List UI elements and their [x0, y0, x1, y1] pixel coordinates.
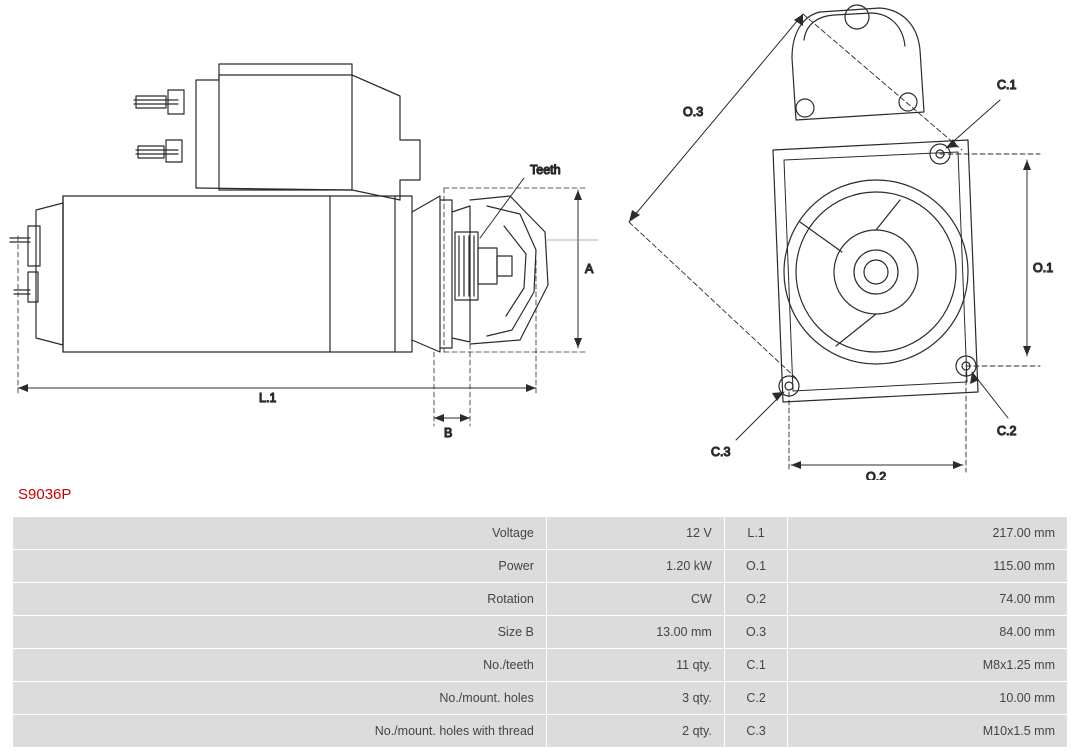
front-view-drawing: [629, 5, 1053, 480]
spec-value: 3 qty.: [546, 682, 724, 715]
teeth-label: Teeth: [530, 163, 561, 177]
table-row: [13, 715, 1068, 748]
spec-value: 11 qty.: [546, 649, 724, 682]
spec-label: No./teeth: [13, 649, 547, 682]
c3-label: C.3: [711, 445, 731, 459]
table-row: [13, 682, 1068, 715]
spec-dimension: 84.00 mm: [788, 616, 1068, 649]
o1-label: O.1: [1033, 261, 1054, 275]
spec-code: O.3: [724, 616, 788, 649]
o2-label: O.2: [866, 470, 887, 480]
spec-label: Size B: [13, 616, 547, 649]
spec-label: Rotation: [13, 583, 547, 616]
table-row: [13, 583, 1068, 616]
spec-code: O.2: [724, 583, 788, 616]
spec-label: No./mount. holes: [13, 682, 547, 715]
table-row: [13, 616, 1068, 649]
specifications-table: [12, 516, 1068, 748]
spec-dimension: M8x1.25 mm: [788, 649, 1068, 682]
spec-dimension: 115.00 mm: [788, 550, 1068, 583]
table-row: [13, 550, 1068, 583]
a-label: A: [585, 262, 594, 276]
spec-code: L.1: [724, 517, 788, 550]
spec-value: 2 qty.: [546, 715, 724, 748]
spec-value: 13.00 mm: [546, 616, 724, 649]
l1-label: L.1: [259, 391, 277, 405]
spec-dimension: 217.00 mm: [788, 517, 1068, 550]
spec-code: O.1: [724, 550, 788, 583]
table-row: [13, 517, 1068, 550]
c2-label: C.2: [997, 424, 1017, 438]
c1-label: C.1: [997, 78, 1017, 92]
spec-code: C.2: [724, 682, 788, 715]
table-row: [13, 649, 1068, 682]
spec-label: Voltage: [13, 517, 547, 550]
spec-code: C.3: [724, 715, 788, 748]
part-number: S9036P: [18, 486, 72, 503]
spec-value: 1.20 kW: [546, 550, 724, 583]
spec-value: CW: [546, 583, 724, 616]
o3-label: O.3: [683, 105, 704, 119]
teeth-leader: [480, 178, 524, 238]
b-label: B: [444, 426, 453, 440]
spec-label: Power: [13, 550, 547, 583]
spec-code: C.1: [724, 649, 788, 682]
spec-dimension: M10x1.5 mm: [788, 715, 1068, 748]
spec-label: No./mount. holes with thread: [13, 715, 547, 748]
specifications-table-body: [13, 517, 1068, 748]
side-view-drawing: [10, 64, 598, 440]
spec-dimension: 74.00 mm: [788, 583, 1068, 616]
spec-value: 12 V: [546, 517, 724, 550]
spec-dimension: 10.00 mm: [788, 682, 1068, 715]
